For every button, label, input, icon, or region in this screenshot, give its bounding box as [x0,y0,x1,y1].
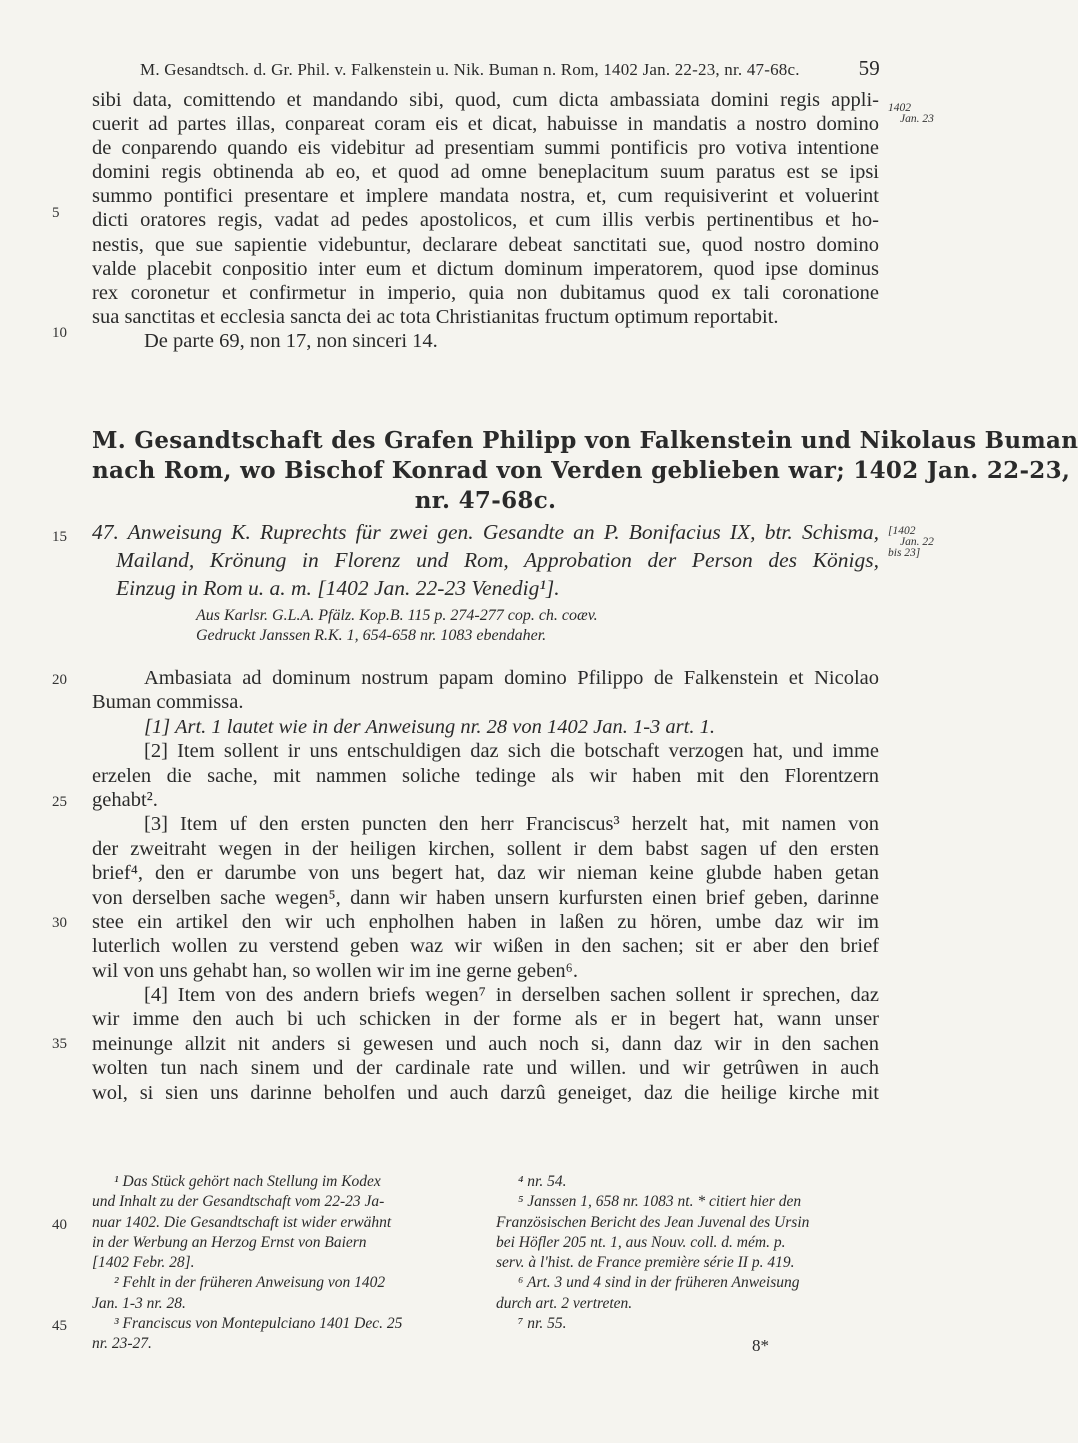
source-line: Gedruckt Janssen R.K. 1, 654-658 nr. 1083 ebendaher. [196,627,547,644]
line-number: 45 [52,1318,67,1334]
text-line: [4] Item von des andern briefs wegen⁷ in derselben sachen sollent ir sprechen, daz [144,984,879,1007]
footnotes-left-column [92,1172,472,1355]
latin-paragraph [92,88,879,353]
footnote-line: serv. à l'hist. de France première série II p. 419. [496,1254,795,1272]
line-number: 15 [52,529,67,545]
footnote-line: ³ Franciscus von Montepulciano 1401 Dec. 25 [114,1315,403,1333]
footnote-line: ⁶ Art. 3 und 4 sind in der früheren Anweisung [518,1274,800,1292]
text-line: wir imme den auch bi uch schicken in der forme als er in begert hat, wann unser [92,1008,879,1031]
text-line: brief⁴, den er darumbe von uns begert hat, daz wir nieman keine glubde haben getan [92,862,879,885]
footnote-line: nr. 23-27. [92,1335,152,1353]
heading-line: nr. 47-68c. [414,487,557,514]
footnote-line: in der Werbung an Herzog Ernst von Baiern [92,1233,367,1251]
source-line: Aus Karlsr. G.L.A. Pfälz. Kop.B. 115 p. 274-277 cop. ch. coæv. [196,607,598,624]
footnote-line: ¹ Das Stück gehört nach Stellung im Kodex [114,1173,381,1190]
text-line: summo pontifici presentare et implere mandata nostra, et, cum requisiverint et voluerint [92,185,879,208]
line-number: 20 [52,672,67,688]
footnote-line: Französischen Bericht des Jean Juvenal des Ursin [496,1213,810,1231]
entry-title [92,518,879,602]
line-number: 35 [52,1036,67,1052]
footnote-line: bei Höfler 205 nt. 1, aus Nouv. coll. d. mém. p. [496,1233,786,1251]
text-line: sua sanctitas et ecclesia sancta dei ac tota Christianitas fructum optimum reportabit. [92,305,779,328]
line-number: 25 [52,794,67,810]
text-line: rex coronetur et confirmetur in imperio, quia non dubitamus quod ex tali coronatione [92,281,879,304]
footnote-line: Jan. 1-3 nr. 28. [92,1294,186,1312]
text-line: von derselben sache wegen⁵, dann wir haben unsern kurfursten einen brief geben, darinne [92,886,879,909]
text-line: valde placebit conpositio inter eum et dictum dominum imperatorem, quod ipse dominus [92,257,879,280]
text-line: sibi data, comittendo et mandando sibi, quod, cum dicta ambassiata domini regis appli- [92,89,879,111]
footnotes-right-column [496,1172,876,1334]
text-line: nestis, que sue sapientie videbuntur, declarare debeat sanctitati sue, quod nostro domino [92,233,879,256]
text-line: meinunge allzit nit anders si gewesen und auch noch si, dann daz wir in den sachen [92,1032,879,1055]
running-title: M. Gesandtsch. d. Gr. Phil. v. Falkenstein u. Nik. Buman n. Rom, 1402 Jan. 22-23, nr. 47-68c. [140,60,800,79]
side-note-range: bis 23] [888,547,921,559]
text-line: der zweitraht wegen in der heiligen kirchen, sollent ir dem babst sagen uf den ersten [92,837,879,860]
text-line: [3] Item uf den ersten puncten den herr Franciscus³ herzelt hat, mit namen von [144,813,879,836]
entry-title-line: Mailand, Krönung in Florenz und Rom, Approbation der Person des Königs, [116,548,879,572]
text-line: stee ein artikel den wir uch enpholhen haben in laßen zu hören, umbe daz wir im [92,910,879,933]
text-line: De parte 69, non 17, non sinceri 14. [144,329,438,352]
document-body [92,666,879,1105]
line-number: 30 [52,915,67,931]
text-line: wil von uns gehabt han, so wollen wir im ine gerne geben⁶. [92,959,578,982]
text-line: wolten tun nach sinem und der cardinale rate und willen. und wir getrûwen in auch [92,1057,879,1080]
footnote-line: [1402 Febr. 28]. [92,1254,195,1272]
footnote-line: durch art. 2 vertreten. [496,1294,633,1312]
running-head [140,56,880,80]
text-line: erzelen die sache, mit nammen soliche tedinge als wir haben mit den Florentzern [92,764,879,787]
side-note-year: 1402 [888,102,911,114]
line-number: 5 [52,205,60,221]
heading-line: nach Rom, wo Bischof Konrad von Verden geblieben war; 1402 Jan. 22-23, [92,457,1071,484]
text-line: Ambasiata ad dominum nostrum papam domino Pfilippo de Falkenstein et Nicolao [144,667,879,689]
side-note-day: Jan. 22 [900,536,934,548]
footnote-line: ⁴ nr. 54. [518,1173,567,1190]
text-line: wol, si sien uns darinne beholfen und auch darzû geneiget, daz die heilige kirche mit [92,1081,879,1104]
side-note-date [888,103,934,125]
entry-title-line: 47. Anweisung K. Ruprechts für zwei gen. Gesandte an P. Bonifacius IX, btr. Schisma, [92,520,879,544]
text-line: domini regis obtinenda ab eo, et quod ad omne beneplacitum suum paratus est se ipsi [92,161,879,184]
footnote-line: ² Fehlt in der früheren Anweisung von 1402 [114,1274,386,1292]
footnote-line: und Inhalt zu der Gesandtschaft vom 22-23 Ja- [92,1193,385,1211]
page-number: 59 [858,56,880,80]
text-line: gehabt². [92,788,158,811]
heading-line: M. Gesandtschaft des Grafen Philipp von Falkenstein und Nikolaus Buman [92,427,1078,454]
entry-title-line: Einzug in Rom u. a. m. [1402 Jan. 22-23 Venedig¹]. [116,576,560,600]
footnote-line: ⁷ nr. 55. [518,1315,567,1333]
text-line: luterlich wollen zu verstend geben waz wir wißen in den sachen; sit er aber den brief [92,935,879,958]
text-line: dicti oratores regis, vadat ad pedes apostolicos, et cum illis verbis pertinentibus et ho- [92,209,879,232]
footnote-line: ⁵ Janssen 1, 658 nr. 1083 nt. * citiert hier den [518,1193,802,1211]
text-line: [1] Art. 1 lautet wie in der Anweisung nr. 28 von 1402 Jan. 1-3 art. 1. [144,715,715,738]
text-line: de conparendo quando eis videbitur ad presentiam summi pontificis pro votiva intentione [92,137,879,160]
text-line: Buman commissa. [92,691,244,714]
footnote-line: nuar 1402. Die Gesandtschaft ist wider erwähnt [92,1213,392,1231]
side-note-year: [1402 [888,525,916,537]
text-line: cuerit ad partes illas, conpareat coram eis et dicat, habuisse in mandatis a nostro domino [92,113,879,136]
source-info [196,606,598,646]
text-line: [2] Item sollent ir uns entschuldigen daz sich die botschaft verzogen hat, und imme [144,740,879,763]
line-number: 40 [52,1217,67,1233]
side-note-day: Jan. 23 [900,113,934,125]
signature-mark: 8* [752,1336,769,1355]
side-note-date-range [888,526,934,559]
section-heading [92,426,1078,516]
line-number: 10 [52,325,67,341]
